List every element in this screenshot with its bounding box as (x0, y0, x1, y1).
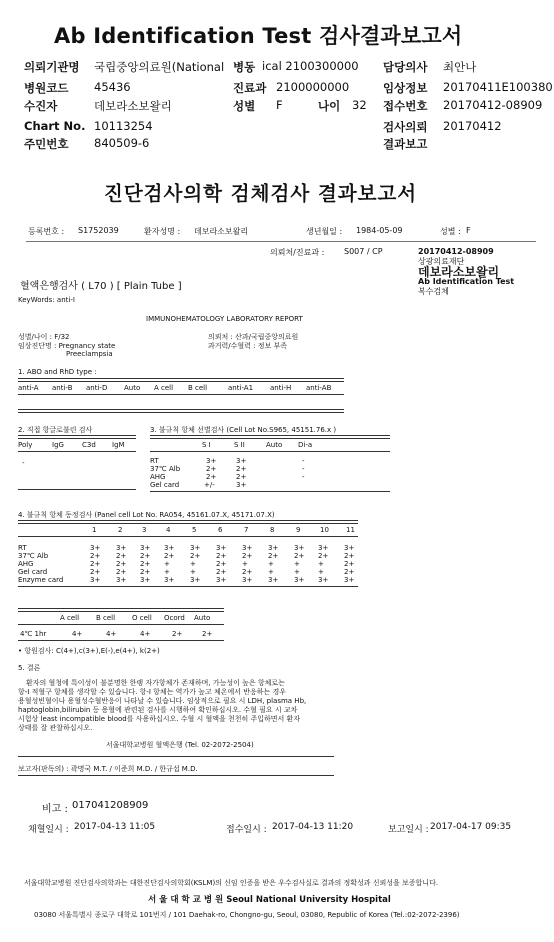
panel-col-header: 2 (118, 526, 123, 534)
panel-cell: 2+ (140, 560, 151, 568)
stamp-patient: 데보라소보왈리 (418, 265, 500, 279)
panel-cell: 2+ (164, 552, 175, 560)
panel-cell: + (242, 560, 248, 568)
dept-value: 2100000000 (276, 80, 350, 94)
panel-cell: 3+ (294, 544, 305, 552)
dat-title: 2. 직접 항글로불린 검사 (18, 426, 93, 434)
abo-h-b-cell: B cell (188, 384, 208, 392)
section-title: 혈액은행검사 ( L70 ) [ Plain Tube ] (20, 281, 182, 292)
cold-cell: 4+ (106, 630, 117, 638)
panel-cell: 3+ (268, 576, 279, 584)
receive-value: 2017-04-13 11:20 (272, 822, 354, 832)
dat-h-c3d: C3d (82, 441, 96, 449)
panel-cell: 3+ (318, 576, 329, 584)
reg-label: 등록번호 : (28, 227, 65, 236)
abo-h-auto: Auto (124, 384, 141, 392)
divider (18, 435, 136, 439)
screen-phase-ahg: AHG (150, 473, 166, 481)
panel-cell: + (268, 560, 274, 568)
report-title: 진단검사의학 검체검사 결과보고서 (104, 182, 418, 205)
patient-label: 수진자 (24, 99, 58, 113)
hospital-name: 서 울 대 학 교 병 원 Seoul National University Hospital (148, 895, 391, 905)
panel-cell: 2+ (90, 568, 101, 576)
panel-cell: 2+ (344, 552, 355, 560)
panel-cell: 2+ (318, 552, 329, 560)
req-org-label: 의뢰기관명 (24, 60, 80, 74)
remark-label: 비고 : (42, 804, 68, 815)
lab-report-title: IMMUNOHEMATOLOGY LABORATORY REPORT (146, 315, 303, 323)
divider (18, 608, 224, 612)
clinical-value: 20170411E100380 (443, 80, 553, 94)
panel-cell: 3+ (216, 576, 227, 584)
screen-cell: 3+ (236, 481, 247, 489)
cold-cell: 2+ (172, 630, 183, 638)
info-ordering: 의뢰처 : 산과/국립중앙의료원 (208, 333, 299, 341)
panel-cell: + (190, 560, 196, 568)
conclusion-line: 상태를 잘 관찰하십시오. (18, 724, 93, 732)
divider (18, 489, 136, 490)
panel-cell: 3+ (190, 544, 201, 552)
panel-cell: 2+ (216, 560, 227, 568)
collect-value: 2017-04-13 11:05 (74, 822, 156, 832)
panel-cell: + (294, 560, 300, 568)
cold-cell: 4+ (72, 630, 83, 638)
panel-cell: 3+ (216, 544, 227, 552)
divider (150, 451, 390, 452)
sex-label: 성별 (233, 99, 256, 113)
stamp-foundation: 상광의료재단 (418, 257, 465, 266)
footer-note: 서울대학교병원 진단검사의학과는 대한진단검사의학회(KSLM)의 신임 인증을 받은 우수검사실로 결과의 정확성과 신뢰성을 보증합니다. (24, 879, 439, 887)
panel-cell: 2+ (344, 560, 355, 568)
dob-label: 생년월일 : (306, 227, 343, 236)
panel-cell: + (190, 568, 196, 576)
panel-cell: + (268, 568, 274, 576)
screen-cell: 2+ (206, 473, 217, 481)
panel-phase: RT (18, 544, 27, 552)
panel-cell: 2+ (242, 568, 253, 576)
conclusion-line: 환자의 혈청에 특이성이 불분명한 한랭 자가항체가 존재하며, 가능성이 높은 항체로는 (26, 679, 285, 687)
abo-h-anti-ab: anti-AB (306, 384, 332, 392)
panel-cell: 3+ (164, 544, 175, 552)
ref-label: 의뢰처/진료과 : (270, 248, 325, 257)
divider (150, 491, 390, 492)
screen-cell: 3+ (206, 457, 217, 465)
chart-value: 10113254 (94, 119, 153, 133)
panel-cell: 3+ (268, 544, 279, 552)
report-sex-value: F (466, 226, 471, 235)
info-history: 과거력/수혈력 : 정보 부족 (208, 342, 288, 350)
dob-value: 1984-05-09 (356, 226, 403, 235)
abo-title: 1. ABO and RhD type : (18, 368, 97, 376)
panel-phase: 37℃ Alb (18, 552, 49, 560)
panel-cell: 3+ (294, 576, 305, 584)
screen-cell: - (302, 465, 305, 473)
panel-cell: 2+ (90, 560, 101, 568)
chart-label: Chart No. (24, 119, 86, 133)
panel-cell: 2+ (116, 552, 127, 560)
screen-cell: 2+ (236, 473, 247, 481)
abo-h-anti-b: anti-B (52, 384, 73, 392)
dat-h-poly: Poly (18, 441, 33, 449)
panel-cell: 2+ (116, 560, 127, 568)
abo-h-anti-a1: anti-A1 (228, 384, 254, 392)
screen-h-s2: S II (234, 441, 245, 449)
report-date-value: 2017-04-17 09:35 (430, 822, 512, 832)
divider (26, 241, 536, 242)
collect-label: 채혈일시 : (28, 825, 69, 835)
patient-value: 데보라소보왈리 (94, 99, 172, 113)
result-report-label: 결과보고 (383, 137, 428, 151)
panel-cell: 2+ (294, 552, 305, 560)
exam-req-value: 20170412 (443, 119, 502, 133)
panel-cell: 2+ (90, 552, 101, 560)
conclusion-title: 5. 결론 (18, 664, 41, 672)
panel-cell: 2+ (242, 552, 253, 560)
antigen-result: • 항원검사: C(4+),c(3+),E(-),e(4+), k(2+) (18, 647, 160, 655)
panel-cell: 3+ (344, 576, 355, 584)
exam-req-label: 검사의뢰 (383, 120, 428, 134)
cold-cell: 4+ (140, 630, 151, 638)
panel-cell: 3+ (116, 544, 127, 552)
receipt-value: 20170412-08909 (443, 98, 543, 112)
divider (18, 520, 358, 524)
screen-h-auto: Auto (266, 441, 283, 449)
receive-label: 접수일시 : (226, 825, 267, 835)
req-org-value: 국립중앙의료원(National (94, 60, 225, 74)
screen-cell: 3+ (236, 457, 247, 465)
dat-v-poly: - (22, 459, 25, 467)
keywords: KeyWords: anti-I (18, 296, 75, 304)
address: 03080 서울특별시 종로구 대학로 101번지 / 101 Daehak-ro, Chongno-gu, Seoul, 03080, Republic of Korea (Tel.:02-2072-2396) (34, 911, 460, 919)
panel-cell: + (164, 568, 170, 576)
screen-cell: - (302, 473, 305, 481)
panel-cell: 2+ (116, 568, 127, 576)
divider (18, 756, 334, 757)
screen-title: 3. 불규칙 항체 선별검사 (Cell Lot No.S965, 45151.76.x ) (150, 426, 337, 434)
panel-cell: 3+ (140, 576, 151, 584)
divider (18, 624, 224, 625)
screen-phase-gel: Gel card (150, 481, 180, 489)
doctor-label: 담당의사 (383, 60, 428, 74)
ward-label: 병동 (233, 60, 256, 74)
reporter: 보고자(판독의) : 곽명국 M.T. / 이준희 M.D. / 한규섭 M.D. (18, 765, 198, 773)
conclusion-line: haptoglobin,bilirubin 등 용혈에 관련된 검사를 시행하여 확인하십시오. 수혈 필요 시 교차 (18, 706, 298, 714)
cold-phase: 4℃ 1hr (20, 630, 47, 638)
dat-h-igg: IgG (52, 441, 64, 449)
screen-phase-rt: RT (150, 457, 159, 465)
panel-cell: 3+ (116, 576, 127, 584)
clinical-label: 임상정보 (383, 81, 428, 95)
cold-h-auto: Auto (194, 614, 211, 622)
panel-cell: 2+ (268, 552, 279, 560)
abo-h-anti-d: anti-D (86, 384, 108, 392)
panel-phase: Gel card (18, 568, 48, 576)
panel-col-header: 5 (192, 526, 197, 534)
panel-cell: + (318, 560, 324, 568)
panel-cell: 3+ (140, 544, 151, 552)
divider (18, 451, 136, 452)
panel-col-header: 3 (142, 526, 147, 534)
stamp-receipt: 20170412-08909 (418, 247, 494, 256)
divider (18, 536, 358, 537)
rrn-label: 주민번호 (24, 137, 69, 151)
divider (150, 435, 390, 439)
panel-cell: 3+ (242, 576, 253, 584)
panel-col-header: 11 (346, 526, 355, 534)
screen-cell: 2+ (236, 465, 247, 473)
panel-cell: 3+ (318, 544, 329, 552)
panel-title: 4. 불규칙 항체 동정검사 (Panel cell Lot No. RA054, 45161.07.X, 45171.07.X) (18, 511, 275, 519)
report-date-label: 보고일시 : (388, 825, 429, 835)
reg-value: S1752039 (78, 226, 119, 235)
panel-cell: 2+ (140, 568, 151, 576)
screen-h-dia: Di-a (298, 441, 313, 449)
abo-h-anti-h: anti-H (270, 384, 292, 392)
name-value: 데보라소보왈리 (194, 227, 249, 236)
panel-col-header: 8 (270, 526, 275, 534)
panel-cell: + (294, 568, 300, 576)
receipt-label: 접수번호 (383, 99, 428, 113)
panel-cell: 2+ (216, 568, 227, 576)
ward-value: ical 2100300000 (262, 59, 359, 73)
panel-cell: 3+ (344, 544, 355, 552)
panel-phase: AHG (18, 560, 34, 568)
panel-cell: 3+ (164, 576, 175, 584)
cold-h-ocord: Ocord (164, 614, 185, 622)
panel-col-header: 6 (218, 526, 223, 534)
sex-value: F (276, 98, 283, 112)
age-value: 32 (352, 98, 367, 112)
conclusion-line: 용혈성빈혈이나 용혈성수혈반응이 나타날 수 있습니다. 임상적으로 필요 시 LDH, plasma Hb, (18, 697, 307, 705)
divider (18, 378, 344, 382)
conclusion-line: 항-I 적혈구 항체를 생각할 수 있습니다. 항-I 항체는 역가가 높고 체온에서 반응하는 경우 (18, 688, 287, 696)
abo-h-anti-a: anti-A (18, 384, 39, 392)
dat-h-igm: IgM (112, 441, 125, 449)
panel-cell: + (318, 568, 324, 576)
panel-col-header: 10 (320, 526, 329, 534)
panel-col-header: 9 (296, 526, 301, 534)
abo-h-a-cell: A cell (154, 384, 174, 392)
panel-col-header: 1 (92, 526, 97, 534)
stamp-test: Ab Identification Test (418, 277, 515, 286)
panel-col-header: 4 (166, 526, 171, 534)
info-diagnosis-2: Preeclampsia (66, 350, 113, 358)
ref-value: S007 / CP (344, 247, 383, 256)
panel-cell: 3+ (242, 544, 253, 552)
screen-h-s1: S I (202, 441, 211, 449)
rrn-value: 840509-6 (94, 136, 150, 150)
panel-cell: 3+ (90, 576, 101, 584)
divider (18, 640, 224, 641)
remark-value: 017041208909 (72, 800, 149, 811)
cold-h-a-cell: A cell (60, 614, 80, 622)
screen-phase-37: 37℃ Alb (150, 465, 181, 473)
report-card (14, 160, 544, 935)
signature: 서울대학교병원 혈액은행 (Tel. 02-2072-2504) (106, 741, 254, 749)
hosp-code-label: 병원코드 (24, 81, 69, 95)
specimen-label-stamp (418, 247, 514, 297)
stamp-multi: 복수검체 (418, 287, 449, 296)
panel-cell: 2+ (344, 568, 355, 576)
cold-h-b-cell: B cell (96, 614, 116, 622)
info-sexage: 성별/나이 : F/32 (18, 333, 70, 341)
panel-col-header: 7 (244, 526, 249, 534)
screen-cell: 2+ (206, 465, 217, 473)
panel-cell: 2+ (216, 552, 227, 560)
divider (18, 394, 344, 395)
screen-cell: +/- (204, 481, 215, 489)
dept-label: 진료과 (233, 81, 267, 95)
document-title: Ab Identification Test 검사결과보고서 (54, 24, 463, 48)
panel-cell: 2+ (190, 552, 201, 560)
panel-cell: + (164, 560, 170, 568)
report-sex-label: 성별 : (440, 227, 461, 236)
doctor-value: 최안나 (443, 60, 477, 74)
divider (18, 775, 334, 776)
info-diagnosis: 임상진단명 : Pregnancy state (18, 342, 116, 350)
divider (18, 409, 344, 413)
name-label: 환자성명 : (144, 227, 181, 236)
hosp-code-value: 45436 (94, 80, 131, 94)
conclusion-line: 시험상 least incompatible blood를 사용하십시오. 수혈 시 혈액을 천천히 주입하면서 환자 (18, 715, 301, 723)
divider (18, 586, 358, 587)
panel-cell: 3+ (90, 544, 101, 552)
screen-cell: - (302, 457, 305, 465)
panel-phase: Enzyme card (18, 576, 64, 584)
age-label: 나이 (318, 99, 341, 113)
cold-h-o-cell: O cell (132, 614, 152, 622)
cold-cell: 2+ (202, 630, 213, 638)
panel-cell: 3+ (190, 576, 201, 584)
panel-cell: 2+ (140, 552, 151, 560)
